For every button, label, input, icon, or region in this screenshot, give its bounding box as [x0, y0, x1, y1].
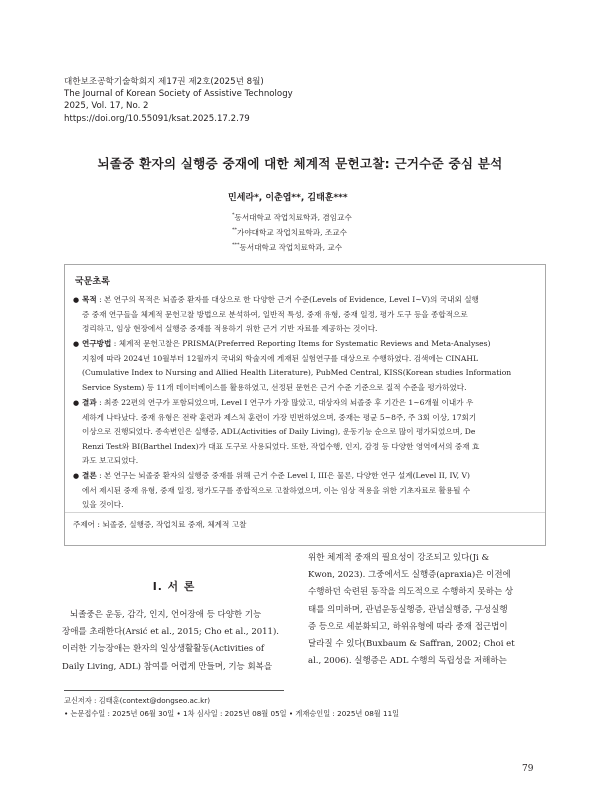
- bullet-icon: ●: [73, 340, 80, 348]
- affiliation-2: [232, 224, 532, 239]
- abstract-text: 이상으로 진행되었다. 종속변인은 실행증, ADL(Activities of Daily Living), 운동기능 순으로 많이 평가되었으며, De: [82, 427, 476, 437]
- abstract-results: [73, 396, 535, 469]
- journal-volume: 2025, Vol. 17, No. 2: [64, 101, 149, 112]
- abstract-text: 있을 것이다.: [82, 500, 124, 510]
- body-text-line: 뇌졸중은 운동, 감각, 인지, 언어장애 등 다양한 기능: [70, 610, 262, 620]
- page-number: 79: [522, 764, 534, 774]
- abstract-text: 에서 제시된 중재 유형, 중재 일정, 평가도구를 종합적으로 고찰하였으며, 이는 임상 적용을 위한 기초자료로 활용될 수: [82, 485, 471, 495]
- keywords-divider: [65, 512, 545, 513]
- body-text-line: Daily Living, ADL) 참여를 어렵게 만들며, 기능 회복을: [62, 661, 273, 672]
- body-left-column: [62, 607, 298, 676]
- affiliation-text: 동서대학교 작업치료학과, 겸임교수: [234, 213, 352, 222]
- keywords-label: 주제어: [73, 520, 96, 529]
- doi-link[interactable]: https://doi.org/10.55091/ksat.2025.17.2.79: [64, 113, 250, 124]
- body-text-line: 장애를 초래한다(Arsić et al., 2015; Cho et al., 2011).: [62, 627, 279, 638]
- abstract-text: 정리하고, 임상 현장에서 실행증 중재를 적용하기 위한 근거 기반 자료를 제공하는 것이다.: [82, 324, 378, 334]
- body-text-line: al., 2006). 실행증은 ADL 수행의 독립성을 저해하는: [308, 656, 507, 667]
- abstract-label: 목적: [82, 295, 97, 304]
- affiliation-3: [232, 239, 532, 254]
- bullet-icon: ●: [73, 296, 80, 304]
- abstract-conclusion: [73, 469, 535, 513]
- abstract-text: 지침에 따라 2024년 10월부터 12월까지 국내외 학술지에 게재된 실험연구를 대상으로 수행하였다. 검색에는 CINAHL: [82, 353, 479, 363]
- body-text-line: 이러한 기능장애는 환자의 일상생활활동(Activities of: [62, 644, 265, 655]
- body-text-line: 태를 의미하며, 관념운동실행증, 관념실행증, 구성실행: [308, 604, 508, 615]
- body-text-line: 수행하던 숙련된 동작을 의도적으로 수행하지 못하는 상: [308, 587, 514, 598]
- abstract-text: (Cumulative Index to Nursing and Allied Health Literature), PubMed Central, KISS(Korean studies Information: [82, 368, 512, 378]
- abstract-box: [64, 264, 546, 546]
- abstract-methods: [73, 337, 535, 395]
- journal-name-korean: 대한보조공학기술학회지 제17권 제2호(2025년 8월): [64, 77, 264, 87]
- affiliation-mark: **: [232, 227, 237, 234]
- abstract-label: 연구방법: [82, 339, 112, 348]
- affiliation-1: [232, 209, 532, 224]
- affiliation-text: 동서대학교 작업치료학과, 교수: [239, 243, 343, 253]
- footnote-divider: [64, 690, 284, 691]
- abstract-label: 결론: [82, 471, 97, 480]
- journal-info: [64, 76, 464, 125]
- journal-name-english: The Journal of Korean Society of Assistive Technology: [64, 89, 293, 100]
- abstract-text: : 본 연구는 뇌졸중 환자의 실행증 중재를 위해 근거 수준 Level I, III은 물론, 다양한 연구 설계(Level II, IV, V): [96, 471, 470, 480]
- abstract-text: Renzi Test와 BI(Barthel Index)가 대표 도구로 사용되었다. 또한, 작업수행, 인지, 감정 등 다양한 영역에서의 중재 효: [82, 441, 480, 451]
- abstract-text: 증 중재 연구들을 체계적 문헌고찰 방법으로 분석하여, 일반적 특성, 중재 유형, 중재 일정, 평가 도구 등을 종합적으로: [82, 309, 468, 319]
- abstract-heading: 국문초록: [75, 277, 110, 287]
- abstract-text: 세하게 나타났다. 중재 유형은 전략 훈련과 제스처 훈련이 가장 빈번하였으며, 중재는 평균 5~8주, 주 3회 이상, 17회기: [82, 412, 477, 422]
- affiliation-mark: *: [232, 212, 235, 218]
- authors: 민세라*, 이춘엽**, 김태훈***: [228, 193, 348, 203]
- body-right-column: [308, 550, 544, 670]
- abstract-text: Service System) 등 11개 데이터베이스를 활용하였고, 선정된 문헌은 근거 수준 기준으로 질적 수준을 평가하였다.: [82, 382, 467, 392]
- section-heading-introduction: I. 서 론: [152, 580, 196, 593]
- affiliation-text: 가야대학교 작업치료학과, 조교수: [237, 228, 347, 238]
- abstract-purpose: [73, 293, 535, 337]
- body-text-line: Kwon, 2023). 그중에서도 실행증(apraxia)은 이전에: [308, 570, 511, 581]
- submission-dates: • 논문접수일 : 2025년 06월 30일 • 1차 심사일 : 2025년 08월 05일 • 게재승인일 : 2025년 08월 11일: [64, 709, 400, 719]
- footnotes: [64, 694, 399, 721]
- keywords: [73, 519, 246, 530]
- abstract-text: : 체계적 문헌고찰은 PRISMA(Preferred Reporting Items for Systematic Reviews and Meta-Analyses): [111, 339, 491, 348]
- body-text-line: 달라질 수 있다(Buxbaum & Saffran, 2002; Choi et: [308, 639, 515, 650]
- body-text-line: 위한 체계적 중재의 필요성이 강조되고 있다(Ji &: [308, 553, 490, 563]
- abstract-label: 결과: [82, 398, 97, 407]
- affiliations: [232, 209, 532, 255]
- abstract-text: 과도 보고되었다.: [82, 456, 139, 466]
- bullet-icon: ●: [73, 399, 80, 407]
- abstract-text: : 최종 22편의 연구가 포함되었으며, Level I 연구가 가장 많았고, 대상자의 뇌졸중 후 기간은 1~6개월 이내가 우: [96, 398, 474, 407]
- bullet-icon: ●: [73, 472, 80, 480]
- body-text-line: 증 등으로 세분화되고, 하위유형에 따라 중재 접근법이: [308, 621, 508, 632]
- corresponding-author: 교신저자 : 김태훈(context@dongseo.ac.kr): [64, 696, 211, 705]
- affiliation-mark: ***: [232, 242, 240, 249]
- paper-title: 뇌졸중 환자의 실행증 중재에 대한 체계적 문헌고찰: 근거수준 중심 분석: [97, 156, 503, 171]
- keywords-text: : 뇌졸중, 실행증, 작업치료 중재, 체계적 고찰: [95, 520, 247, 529]
- abstract-text: : 본 연구의 목적은 뇌졸중 환자를 대상으로 한 다양한 근거 수준(Levels of Evidence, Level I~V)의 국내외 실행: [96, 295, 479, 304]
